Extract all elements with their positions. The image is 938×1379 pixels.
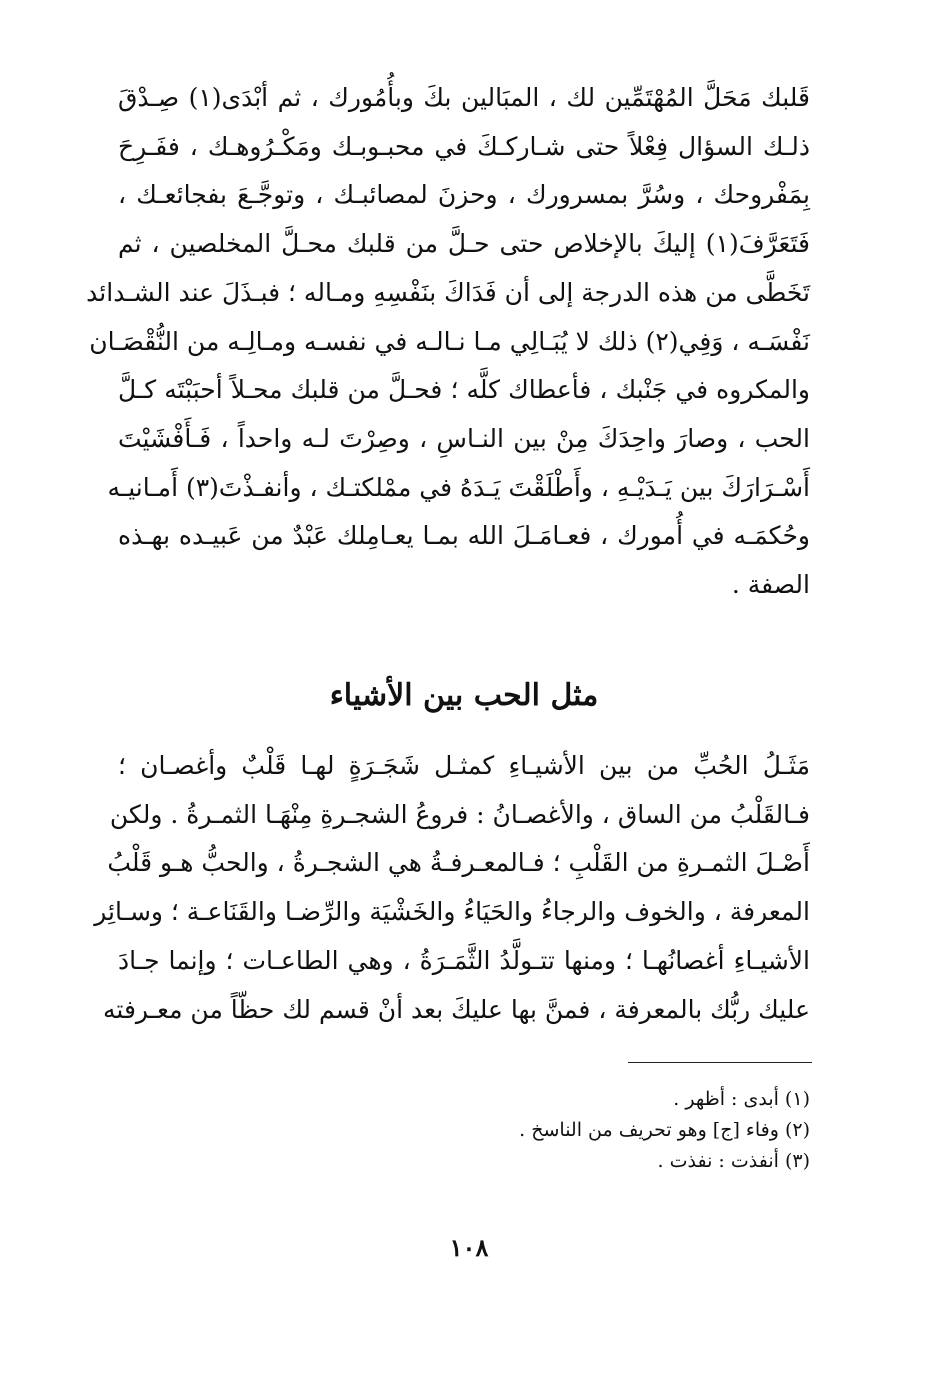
text-line: فَتَعَرَّفَ(١) إليكَ بالإخلاص حتى حـلَّ من قلبك محـلَّ المخلصين ، ثم — [118, 229, 810, 259]
text-line: وحُكمَـه في أُمورك ، فعـامَـلَ الله بمـا يعـامِلك عَبْدٌ من عَبيـده بهـذه — [118, 521, 810, 551]
text-line: الحب ، وصارَ واحِدَكَ مِنْ بين النـاسِ ، وصِرْتَ لـه واحداً ، فَـأَفْشَيْتَ — [118, 423, 810, 453]
text-line: أَصْـلَ الثمـرةِ من القَلْبِ ؛ فـالمعـرفـةُ هي الشجـرةُ ، والحبُّ هـو قَلْبُ — [107, 848, 810, 878]
text-line: المعرفة ، والخوف والرجاءُ والحَيَاءُ والخَشْيَة والرِّضـا والقَنَاعـة ؛ وسـائِر — [94, 897, 810, 927]
footnote-divider — [628, 1062, 812, 1063]
text-line: بِمَفْروحك ، وسُرَّ بمسرورك ، وحزنَ لمصائبـك ، وتوجَّـعَ بفجائعـك ، — [118, 180, 810, 210]
footnote: (١) أبدى : أظهر . — [673, 1088, 810, 1110]
text-line: فـالقَلْبُ من الساق ، والأغصـانُ : فروعُ الشجـرةِ مِنْهَـا الثمـرةُ . ولكن — [109, 799, 810, 829]
text-line: الأشيـاءِ أغصانُهـا ؛ ومنها تتـولَّدُ الثَّمَـرَةُ ، وهي الطاعـات ؛ وإنما جـادَ — [118, 945, 810, 975]
text-line: تَخَطَّى من هذه الدرجة إلى أن فَدَاكَ بنَفْسِهِ ومـاله ؛ فبـذَلَ عند الشـدائد — [86, 277, 810, 307]
text-line: عليك ربُّك بالمعرفة ، فمنَّ بها عليكَ بعد أنْ قسم لك حظّاً من معـرفته — [103, 994, 810, 1024]
body-paragraph — [86, 74, 810, 610]
text-line: والمكروه في جَنْبك ، فأعطاك كلَّه ؛ فحـلَّ من قلبك محـلاً أحبَبْتَه كـلَّ — [118, 375, 810, 405]
footnote: (٢) وفاء [ج] وهو تحريف من الناسخ . — [519, 1119, 810, 1141]
section-heading: مثل الحب بين الأشياء — [329, 678, 599, 713]
text-line: نَفْسَـه ، وَفِي(٢) ذلك لا يُبَـالِي مـا نـالـه في نفسـه ومـالِـه من النُّقْصَـان — [89, 326, 810, 356]
text-line: أَسْـرَارَكَ بين يَـدَيْـهِ ، وأَطْلَقْتَ يَـدَهُ في ممْلكتـك ، وأنفـذْتَ(٣) أَمـانيـه — [107, 472, 810, 502]
text-line: قَلبك مَحَلَّ المُهْتَمِّين لك ، المبَالين بكَ وبأُمُورك ، ثم أبْدَى(١) صِـدْقَ — [118, 83, 810, 112]
footnotes — [118, 1084, 810, 1177]
page-number: ١٠٨ — [449, 1233, 489, 1262]
body-paragraph — [94, 742, 810, 1034]
text-line: الصفة . — [731, 570, 810, 600]
text-line: ذلـك السؤال فِعْلاً حتى شـاركـكَ في محبـوبـك ومَكْـرُوهـك ، ففَـرِحَ — [118, 131, 810, 161]
footnote: (٣) أنفذت : نفذت . — [657, 1150, 810, 1172]
text-line: مَثَـلُ الحُبِّ من بين الأشيـاءِ كمثـل شَجَـرَةٍ لهـا قَلْبٌ وأغصـان ؛ — [118, 751, 810, 780]
